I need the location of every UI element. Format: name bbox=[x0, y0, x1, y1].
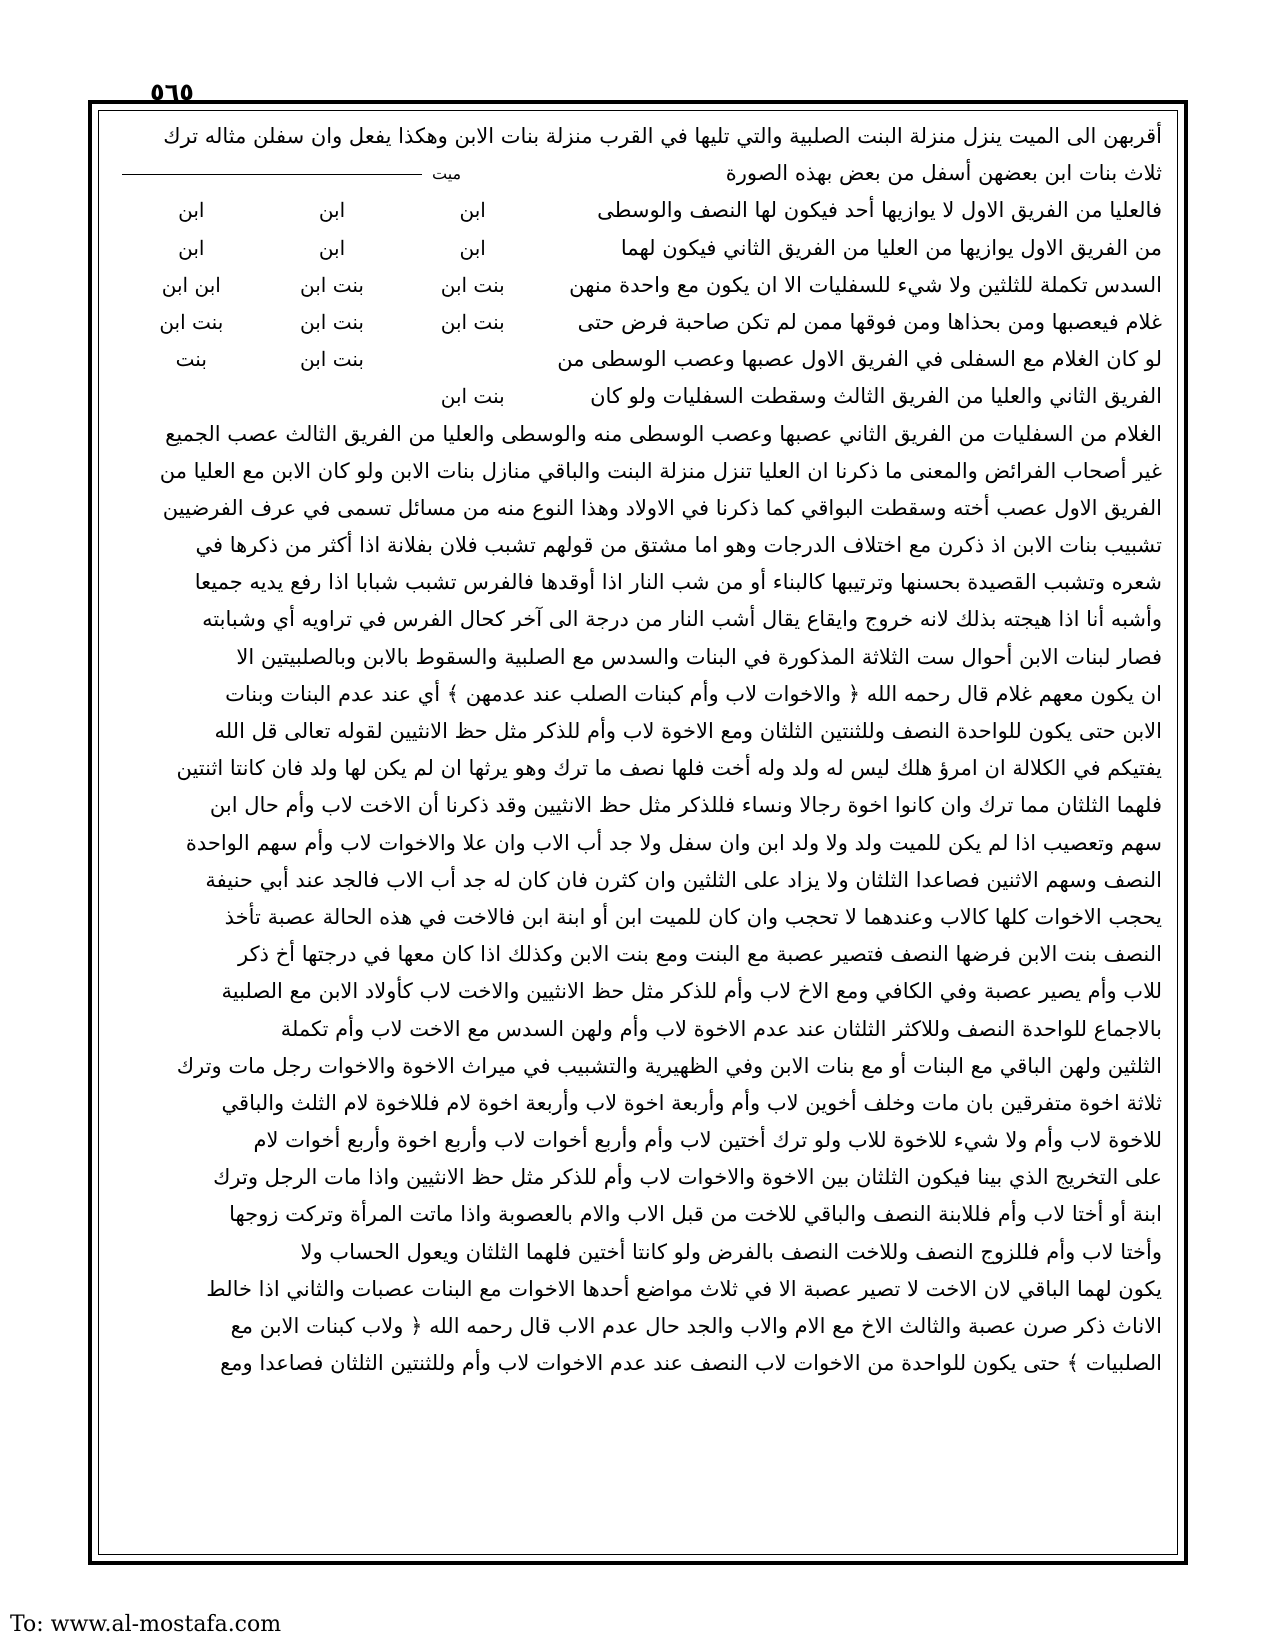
text-line-content: غلام فيعصبها ومن بحذاها ومن فوقها ممن لم تكن صاحبة فرض حتى bbox=[577, 309, 1162, 334]
table-cell: بنت ابن bbox=[440, 384, 505, 409]
text-line: يحجب الاخوات كلها كالاب وعندهما لا تحجب وان كان للميت ابن أو ابنة ابن فالاخت في هذه الحالة عصبة تأخذ bbox=[224, 904, 1162, 929]
text-line: بالاجماع للواحدة النصف وللاكثر الثلثان عند عدم الاخوة لاب وأم ولهن السدس مع الاخت لاب وأم تكملة bbox=[280, 1016, 1162, 1041]
header-line-text: ثلاث بنات ابن بعضهن أسفل من بعض بهذه الصورة bbox=[725, 161, 1162, 186]
text-line: النصف وسهم الاثنين فصاعدا الثلثان ولا يزاد على الثلثين وان كثرن فان كان له جد أب الاب فالجد عند أبي حنيفة bbox=[205, 867, 1162, 892]
table-row bbox=[122, 267, 542, 304]
text-line: ثلاثة اخوة متفرقين بان مات وخلف أخوين لاب وأم وأربعة اخوة لاب وأربعة اخوة لام فللاخوة لام الثلث والباقي bbox=[221, 1090, 1162, 1115]
table-cell: بنت ابن bbox=[440, 309, 505, 334]
table-row bbox=[122, 378, 542, 415]
text-line-content: السدس تكملة للثلثين ولا شيء للسفليات الا ان يكون مع واحدة منهن bbox=[569, 272, 1162, 297]
text-line: ان يكون معهم غلام قال رحمه الله ﴿ والاخوات لاب وأم كبنات الصلب عند عدمهن ﴾ أي عند عدم البنات وبنات bbox=[225, 681, 1162, 706]
header-line bbox=[112, 155, 1162, 192]
text-line bbox=[112, 341, 1162, 378]
text-line: الغلام من السفليات من الفريق الثاني عصبها وعصب الوسطى منه والوسطى والعليا من الفريق الثالث عصب الجميع bbox=[165, 421, 1162, 446]
text-line: للاب وأم يصير عصبة وفي الكافي ومع الاخ لاب وأم للذكر مثل حظ الانثيين والاخت لاب كأولاد الابن مع الصلبية bbox=[221, 979, 1162, 1004]
text-line-content: من الفريق الاول يوازيها من العليا من الفريق الثاني فيكون لهما bbox=[620, 235, 1162, 260]
text-line: الفريق الاول عصب أخته وسقطت البواقي كما ذكرنا في الاولاد وهذا النوع منه من مسائل تسمى في عرف الفرضيين bbox=[162, 495, 1162, 520]
text-line: للاخوة لاب وأم ولا شيء للاخوة للاب ولو ترك أختين لاب وأم وأربع أخوات لاب وأربع اخوة وأربع أخوات لام bbox=[253, 1128, 1162, 1153]
table-cell: بنت ابن bbox=[300, 309, 364, 334]
text-line: الثلثين ولهن الباقي مع البنات أو مع بنات الابن وفي الظهيرية والتشبيب في ميراث الاخوة والاخوات رجل مات وترك bbox=[176, 1053, 1162, 1078]
table-cell: ابن bbox=[318, 235, 346, 260]
text-line: الاناث ذكر صرن عصبة والثالث الاخ مع الام والاب والجد حال عدم الاب قال رحمه الله ﴿ ولاب كبنات الابن مع bbox=[230, 1314, 1162, 1338]
footer-source-link: To: www.al-mostafa.com bbox=[10, 1612, 282, 1637]
table-cell bbox=[263, 378, 402, 415]
text-line: تشبيب بنات الابن اذ ذكرن مع اختلاف الدرجات وهو اما مشتق من قولهم تشبب فلان بفلانة اذا أكثر من ذكرها في bbox=[195, 533, 1162, 558]
text-line-content: الفريق الثاني والعليا من الفريق الثالث وسقطت السفليات ولو كان bbox=[590, 384, 1162, 409]
text-line: وأختا لاب وأم فللزوج النصف وللاخت النصف بالفرض ولو كانتا أختين فلهما الثلثان ويعول الحساب ولا bbox=[300, 1239, 1162, 1264]
header-line-label: ميت bbox=[432, 164, 462, 184]
text-line: النصف بنت الابن فرضها النصف فتصير عصبة مع البنت ومع بنت الابن وكذلك اذا كان معها في درجتها أخ ذكر bbox=[238, 942, 1162, 967]
table-cell: بنت bbox=[175, 347, 207, 372]
text-line bbox=[112, 304, 1162, 341]
page-number: ٥٦٥ bbox=[150, 78, 194, 106]
document-body bbox=[112, 118, 1162, 1382]
table-cell: ابن bbox=[459, 198, 486, 223]
text-line: على التخريج الذي بينا فيكون الثلثان بين الاخوة والاخوات لاب وأم للذكر مثل حظ الانثيين واذا مات الرجل وترك bbox=[213, 1165, 1162, 1190]
text-line bbox=[112, 267, 1162, 304]
table-cell: بنت ابن bbox=[300, 272, 364, 297]
header-separator bbox=[122, 174, 422, 175]
table-cell: بنت ابن bbox=[300, 347, 364, 372]
table-cell: ابن ابن bbox=[161, 272, 221, 297]
table-cell: ابن bbox=[178, 198, 205, 223]
table-row bbox=[122, 341, 542, 378]
table-row bbox=[122, 230, 542, 267]
table-row bbox=[122, 192, 542, 229]
text-line: وأشبه أنا اذا هيجته بذلك لانه خروج وايقاع يقال أشب النار من درجة الى آخر كحال الفرس في تراويه أي وشبابته bbox=[202, 607, 1162, 632]
text-line: يفتيكم في الكلالة ان امرؤ هلك ليس له ولد وله أخت فلها نصف ما ترك وهو يرثها ان لم يكن لها ولد فان كانتا اثنتين bbox=[176, 756, 1162, 781]
text-line bbox=[112, 378, 1162, 415]
table-cell: ابن bbox=[178, 235, 205, 260]
text-line-content: فالعليا من الفريق الاول لا يوازيها أحد فيكون لها النصف والوسطى bbox=[597, 198, 1162, 223]
table-cell: بنت ابن bbox=[159, 309, 224, 334]
text-line: شعره وتشبب القصيدة بحسنها وترتيبها كالبناء أو من شب النار اذا أوقدها فالفرس تشبب شبابا اذا رفع يديه جميعا bbox=[194, 570, 1162, 595]
text-line: فصار لبنات الابن أحوال ست الثلاثة المذكورة في البنات والسدس مع الصلبية والسقوط بالابن وبالصلبيتين الا bbox=[236, 644, 1162, 669]
text-line bbox=[112, 192, 1162, 229]
text-line: أقربهن الى الميت ينزل منزلة البنت الصلبية والتي تليها في القرب منزلة بنات الابن وهكذا يفعل وان سفلن مثاله ترك bbox=[163, 124, 1162, 148]
table-cell bbox=[122, 378, 261, 415]
text-line: يكون لهما الباقي لان الاخت لا تصير عصبة الا في ثلاث مواضع أحدها الاخوات مع البنات عصبات والثاني اذا خالط bbox=[206, 1276, 1162, 1301]
text-line: سهم وتعصيب اذا لم يكن للميت ولد ولا ولد ابن وان سفل ولا جد أب الاب وان علا والاخوات لاب وأم سهم الواحدة bbox=[185, 830, 1162, 855]
text-line: الابن حتى يكون للواحدة النصف وللثنتين الثلثان ومع الاخوة لاب وأم للذكر مثل حظ الانثيين لقوله تعالى قل الله bbox=[214, 719, 1162, 743]
table-cell: ابن bbox=[318, 198, 346, 223]
text-line bbox=[112, 230, 1162, 267]
table-row bbox=[122, 304, 542, 341]
table-cell bbox=[403, 341, 542, 378]
text-line: ابنة أو أختا لاب وأم فللابنة النصف والباقي للاخت من قبل الاب والام بالعصوبة واذا ماتت المرأة وتركت زوجها bbox=[229, 1202, 1162, 1227]
text-line-content: لو كان الغلام مع السفلى في الفريق الاول عصبها وعصب الوسطى من bbox=[557, 347, 1162, 372]
text-line: الصلبيات ﴾ حتى يكون للواحدة من الاخوات لاب النصف عند عدم الاخوات لاب وأم وللثنتين الثلثان فصاعدا ومع bbox=[220, 1351, 1162, 1376]
text-line: غير أصحاب الفرائض والمعنى ما ذكرنا ان العليا تنزل منزلة البنت والباقي منازل بنات الابن ولو كان الابن مع العليا من bbox=[159, 458, 1162, 483]
text-line: فلهما الثلثان مما ترك وان كانوا اخوة رجالا ونساء فللذكر مثل حظ الانثيين وقد ذكرنا أن الاخت لاب وأم حال ابن bbox=[209, 793, 1162, 818]
table-cell: ابن bbox=[459, 235, 486, 260]
table-cell: بنت ابن bbox=[440, 272, 505, 297]
